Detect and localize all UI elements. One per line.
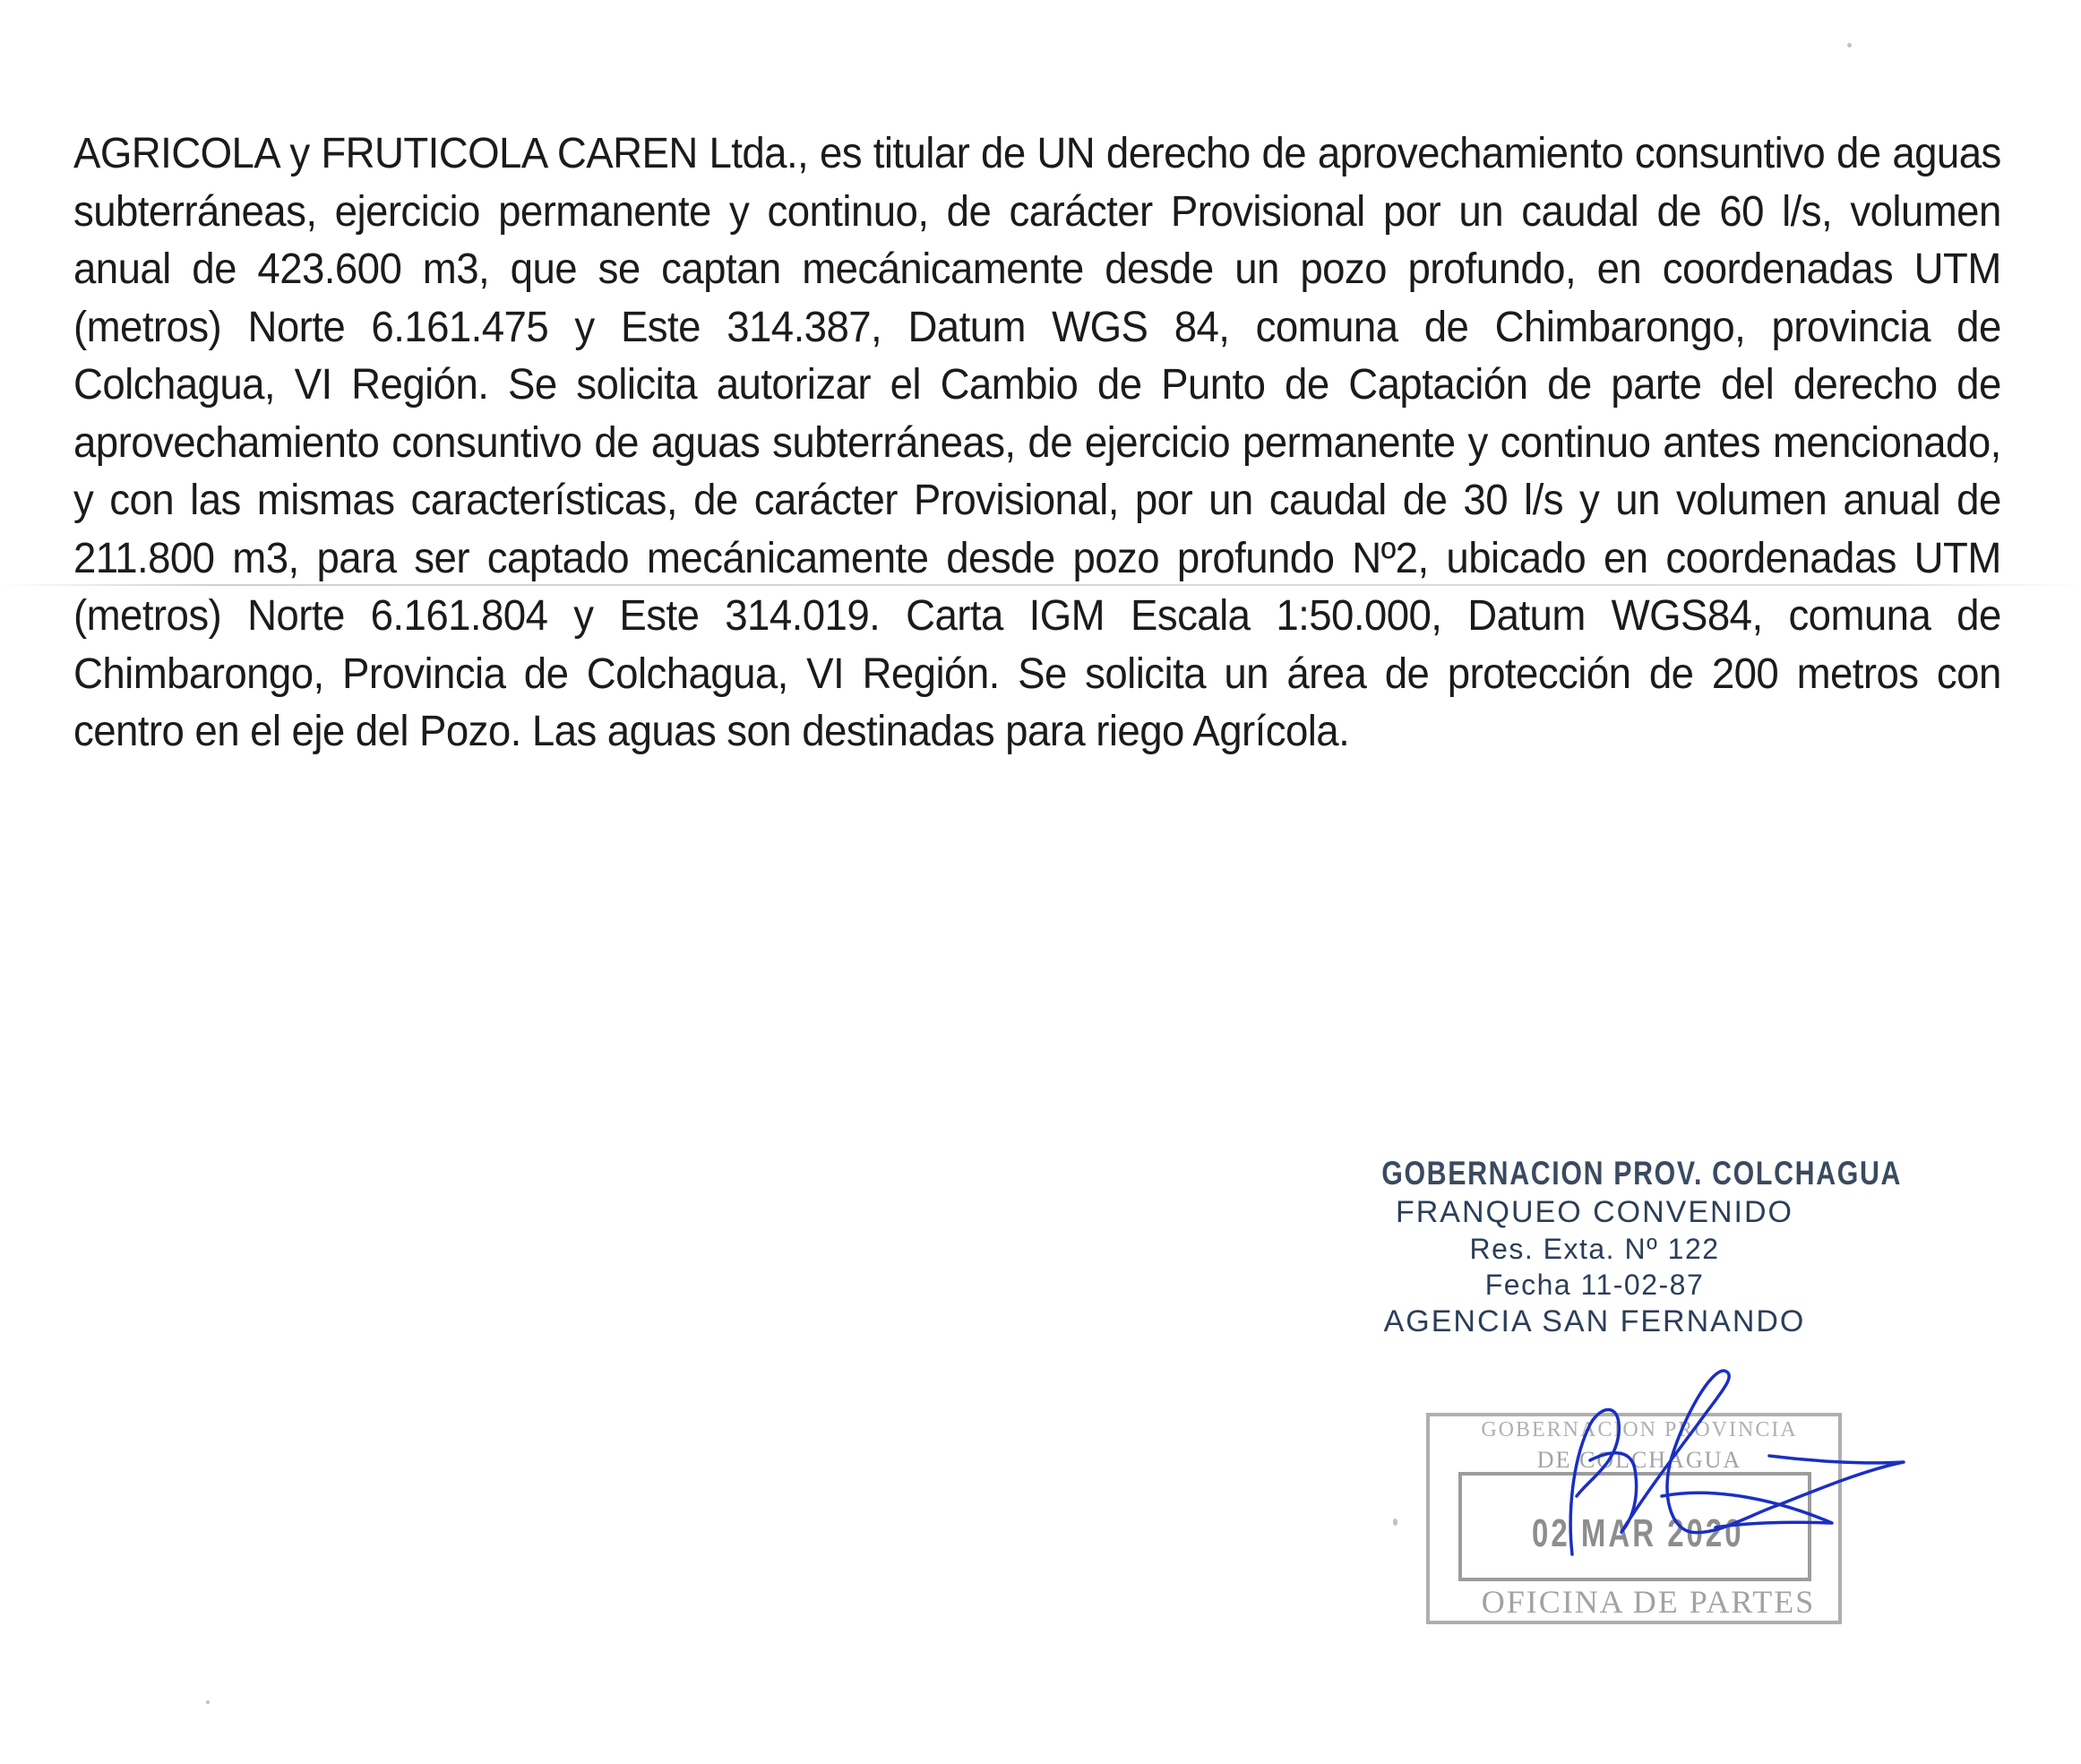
paper-speck xyxy=(1393,1519,1397,1526)
paper-speck xyxy=(206,1700,210,1704)
body-paragraph: AGRICOLA y FRUTICOLA CAREN Ltda., es titular de UN derecho de aprovechamiento consuntivo de aguas subterráneas, ejercicio permanente y continuo, de carácter Provisional por un caudal de 60 l/s, volumen anual de 423.600 m3, que se captan mecánicamente desde un pozo profundo, en coordenadas UTM (metros) Norte 6.161.475 y Este 314.387, Datum WGS 84, comuna de Chimbarongo, provincia de Colchagua, VI Región. Se solicita autorizar el Cambio de Punto de Captación de parte del derecho de aprovechamiento consuntivo de aguas subterráneas, de ejercicio permanente y continuo antes mencionado, y con las mismas características, de carácter Provisional, por un caudal de 30 l/s y un volumen anual de 211.800 m3, para ser captado mecánicamente desde pozo profundo Nº2, ubicado en coordenadas UTM (metros) Norte 6.161.804 y Este 314.019. Carta IGM Escala 1:50.000, Datum WGS84, comuna de Chimbarongo, Provincia de Colchagua, VI Región. Se solicita un área de protección de 200 metros con centro en el eje del Pozo. Las aguas son destinadas para riego Agrícola. xyxy=(73,130,2001,755)
stamp-date: 02 MAR 2020 xyxy=(1532,1511,1744,1555)
franqueo-stamp-line-1: GOBERNACION PROV. COLCHAGUA xyxy=(1381,1155,1903,1192)
paper-speck xyxy=(1847,43,1852,47)
franqueo-stamp-line-2: FRANQUEO CONVENIDO xyxy=(1395,1195,1794,1229)
stamp-top-text-2: DE COLCHAGUA xyxy=(1536,1447,1742,1473)
franqueo-stamp-line-3: Res. Exta. Nº 122 xyxy=(1469,1233,1720,1265)
franqueo-stamp-line-4: Fecha 11-02-87 xyxy=(1484,1269,1705,1301)
franqueo-stamp-line-5: AGENCIA SAN FERNANDO xyxy=(1383,1304,1806,1338)
stamp-top-text: GOBERNACION PROVINCIA xyxy=(1481,1418,1798,1441)
stamp-bottom-text: OFICINA DE PARTES xyxy=(1481,1584,1816,1620)
handwritten-signature xyxy=(1536,1362,1913,1568)
franqueo-stamp xyxy=(1335,1154,1903,1340)
